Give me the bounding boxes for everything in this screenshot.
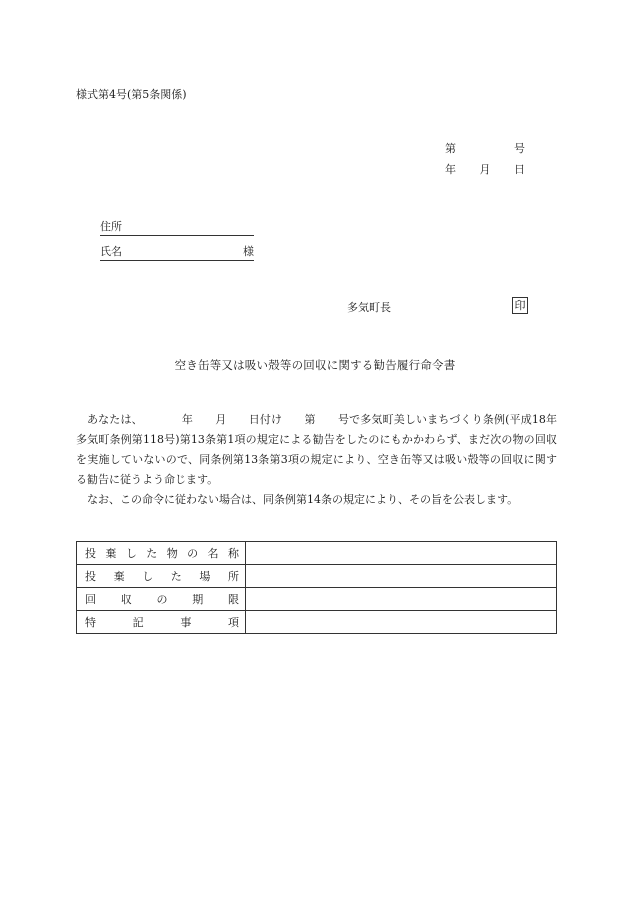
number-prefix: 第 [445,142,456,155]
row-value [246,611,557,634]
body-paragraph-2: なお、この命令に従わない場合は、同条例第14条の規定により、その旨を公表します。 [87,493,519,506]
table-row [77,542,557,565]
number-suffix: 号 [514,142,525,155]
label-char: 項 [227,616,239,629]
label-char: 場 [199,570,211,583]
details-table [76,541,557,634]
seal-box: 印 [512,297,528,314]
table-row [77,565,557,588]
issuer-title: 多気町長 [347,301,391,314]
recipient-address-line [100,218,254,236]
row-value [246,588,557,611]
row-label [77,542,246,565]
label-char: 特 [85,616,96,629]
label-char: し [125,547,137,560]
name-label: 氏名 [100,245,122,258]
label-char: 名 [207,547,219,560]
label-char: た [170,570,182,583]
form-number: 様式第4号(第5条関係) [76,88,187,101]
date-year: 年 [445,163,456,176]
row-value [246,565,557,588]
date-month: 月 [479,163,491,176]
label-char: 記 [132,616,144,629]
honorific: 様 [243,245,254,258]
label-char: 称 [227,547,239,560]
label-char: 所 [227,570,239,583]
label-char: 事 [180,616,192,629]
recipient-name-line [100,243,254,261]
label-char: 回 [85,593,96,606]
row-label [77,565,246,588]
document-number-line [445,140,525,156]
document-title: 空き缶等又は吸い殻等の回収に関する勧告履行命令書 [174,358,456,372]
label-char: 棄 [105,547,117,560]
row-value [246,542,557,565]
row-label [77,588,246,611]
label-char: の [156,593,168,606]
label-char: 収 [120,593,132,606]
table-row [77,588,557,611]
table-row [77,611,557,634]
label-char: 投 [85,570,96,583]
label-char: 限 [228,593,239,606]
row-label [77,611,246,634]
body-paragraph-1: あなたは、 年 月 日付け 第 号で多気町美しいまちづくり条例(平成18年多気町条例第118号)第13条第1項の規定による勧告をしたのにもかかわらず、まだ次の物の回収を実施していないので、同条例第13条第3項の規定により、空き缶等又は吸い殻等の回収に関する勧告に従うよう命じます。 [76,413,557,486]
label-char: た [146,547,158,560]
label-char: 期 [192,593,204,606]
date-line [445,161,525,177]
label-char: 棄 [113,570,125,583]
address-label: 住所 [100,220,122,233]
label-char: の [187,547,199,560]
label-char: 物 [166,547,178,560]
label-char: 投 [85,547,96,560]
date-day: 日 [514,163,525,176]
body-text [76,410,557,510]
label-char: し [142,570,154,583]
